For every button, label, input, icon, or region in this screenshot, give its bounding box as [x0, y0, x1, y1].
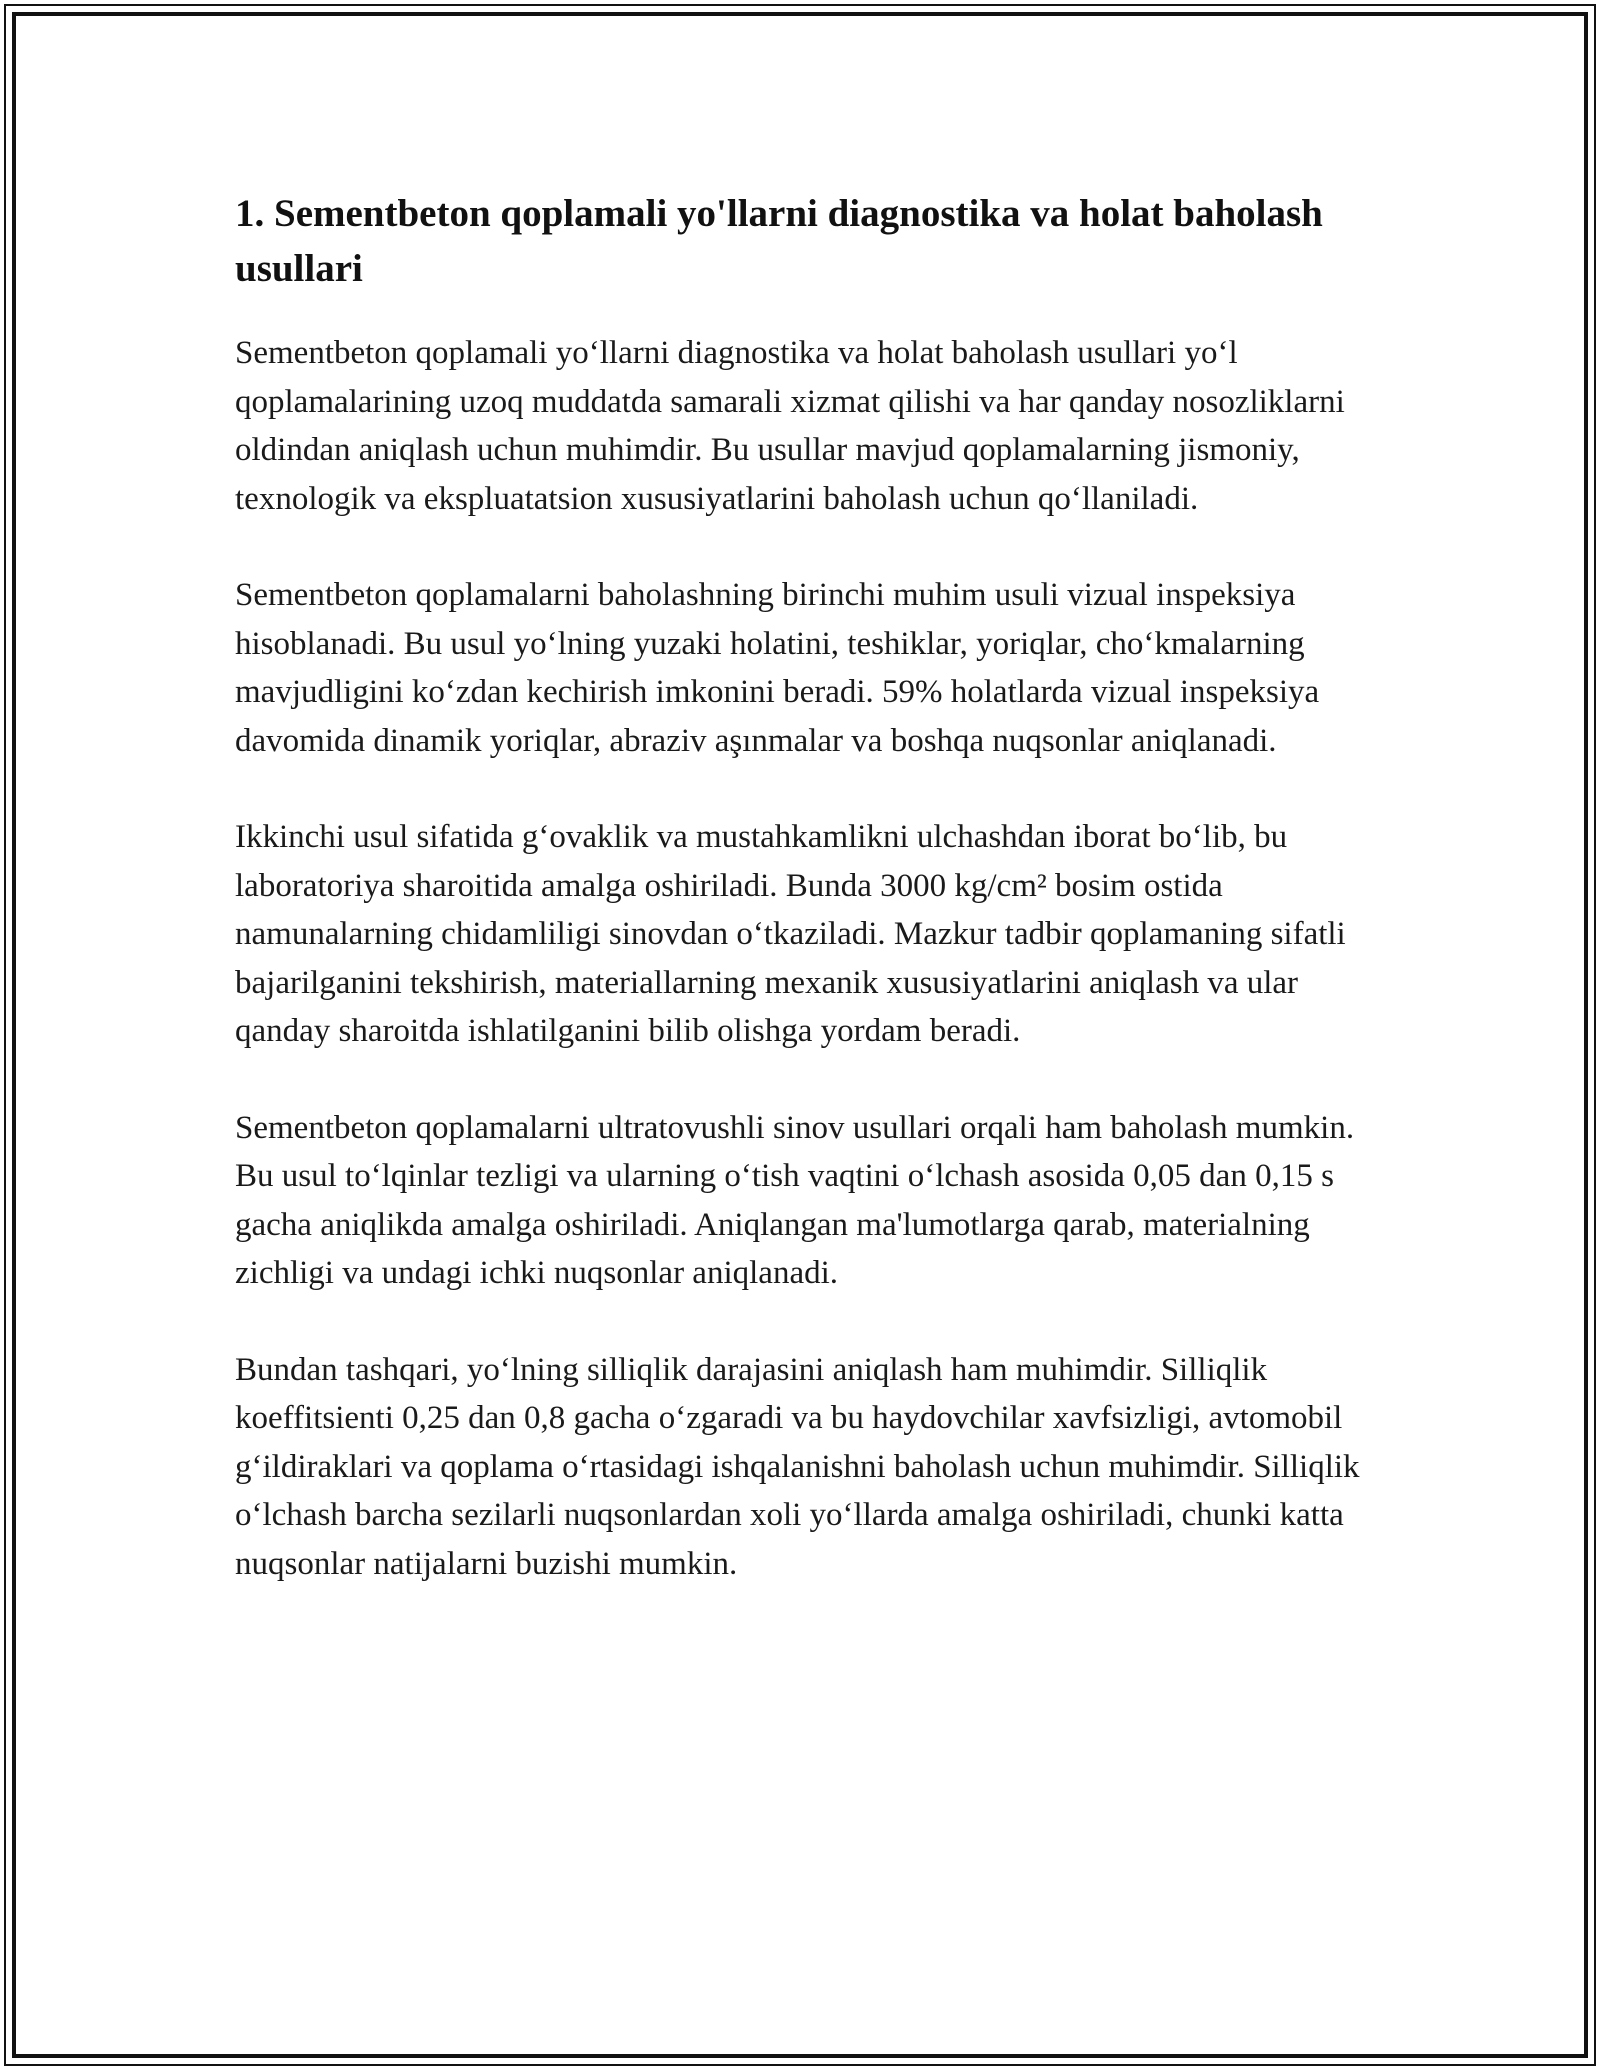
paragraph-visual-intro: Sementbeton qoplamali yo‘llarni diagnostika va holat baholash usullari yo‘l qoplamalarining uzoq muddatda samarali xizmat qilishi va har qanday nosozliklarni oldindan aniqlash uchun muhimdir. Bu usullar mavjud qoplamalarning jismoniy, texnologik va ekspluatatsion xususiyatlarini baholash uchun qo‘llaniladi.: [235, 335, 1345, 517]
paragraph-ultrasonic-testing: Sementbeton qoplamalarni ultratovushli sinov usullari orqali ham baholash mumkin. Bu usul to‘lqinlar tezligi va ularning o‘tish vaqtini o‘lchash asosida 0,05 dan 0,15 s gacha aniqlikda amalga oshiriladi. Aniqlangan ma'lumotlarga qarab, materialning zichligi va undagi ichki nuqsonlar aniqlanadi.: [235, 1109, 1355, 1291]
paragraph-visual-inspection: Sementbeton qoplamalarni baholashning birinchi muhim usuli vizual inspeksiya hisoblanadi. Bu usul yo‘lning yuzaki holatini, teshiklar, yoriqlar, cho‘kmalarning mavjudligini ko‘zdan kechirish imkonini beradi. 59% holatlarda vizual inspeksiya davomida dinamik yoriqlar, abraziv aşınmalar va boshqa nuqsonlar aniqlanadi.: [235, 577, 1320, 759]
page-title: 1. Sementbeton qoplamali yo'llarni diagnostika va holat baholash usullari: [235, 192, 1323, 290]
paragraph-porosity-strength: Ikkinchi usul sifatida g‘ovaklik va mustahkamlikni ulchashdan iborat bo‘lib, bu laboratoriya sharoitida amalga oshiriladi. Bunda 3000 kg/cm² bosim ostida namunalarning chidamliligi sinovdan o‘tkaziladi. Mazkur tadbir qoplamaning sifatli bajarilganini tekshirish, materiallarning mexanik xususiyatlarini aniqlash va ular qanday sharoitda ishlatilganini bilib olishga yordam beradi.: [235, 819, 1346, 1049]
paragraph-smoothness: Bundan tashqari, yo‘lning silliqlik darajasini aniqlash ham muhimdir. Silliqlik koeffitsienti 0,25 dan 0,8 gacha o‘zgaradi va bu haydovchilar xavfsizligi, avtomobil g‘ildiraklari va qoplama o‘rtasidagi ishqalanishni baholash uchun muhimdir. Silliqlik o‘lchash barcha sezilarli nuqsonlardan xoli yo‘llarda amalga oshiriladi, chunki katta nuqsonlar natijalarni buzishi mumkin.: [235, 1351, 1360, 1582]
document-body: [235, 186, 1375, 1636]
